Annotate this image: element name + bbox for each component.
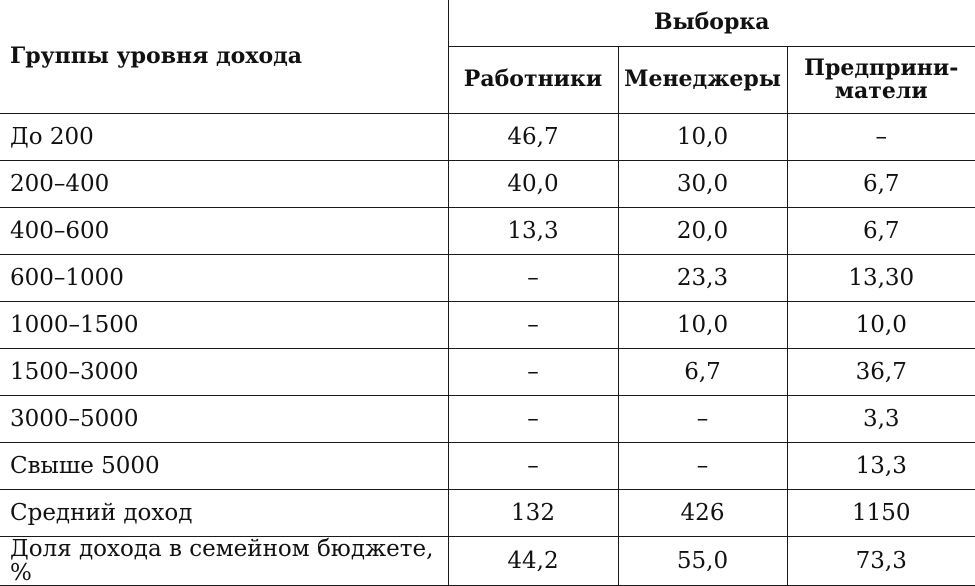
cell-entrepreneurs: 13,3 — [787, 443, 975, 490]
row-label: 400–600 — [0, 208, 448, 255]
row-label: До 200 — [0, 114, 448, 161]
cell-entrepreneurs: 1150 — [787, 490, 975, 537]
row-label: 200–400 — [0, 161, 448, 208]
cell-entrepreneurs: – — [787, 114, 975, 161]
table-row — [0, 443, 975, 490]
cell-entrepreneurs: 6,7 — [787, 161, 975, 208]
table-row — [0, 114, 975, 161]
column-header-managers: Менеджеры — [618, 47, 787, 114]
row-label: 1500–3000 — [0, 349, 448, 396]
table-row — [0, 208, 975, 255]
table-row — [0, 537, 975, 586]
cell-managers: 426 — [618, 490, 787, 537]
cell-managers: 55,0 — [618, 537, 787, 586]
cell-entrepreneurs: 36,7 — [787, 349, 975, 396]
cell-entrepreneurs: 13,30 — [787, 255, 975, 302]
cell-managers: 30,0 — [618, 161, 787, 208]
table-row — [0, 161, 975, 208]
row-label: 600–1000 — [0, 255, 448, 302]
cell-managers: 6,7 — [618, 349, 787, 396]
cell-workers: – — [448, 396, 618, 443]
row-label: Доля дохода в семейном бюджете, % — [0, 537, 448, 586]
cell-workers: – — [448, 255, 618, 302]
cell-managers: 10,0 — [618, 114, 787, 161]
table-row — [0, 490, 975, 537]
cell-workers: 13,3 — [448, 208, 618, 255]
cell-entrepreneurs: 10,0 — [787, 302, 975, 349]
row-label: 3000–5000 — [0, 396, 448, 443]
cell-managers: 20,0 — [618, 208, 787, 255]
column-header-workers: Работники — [448, 47, 618, 114]
cell-entrepreneurs: 3,3 — [787, 396, 975, 443]
row-header: Группы уровня дохода — [0, 0, 448, 114]
cell-workers: – — [448, 349, 618, 396]
table-row — [0, 255, 975, 302]
cell-workers: 132 — [448, 490, 618, 537]
cell-workers: 44,2 — [448, 537, 618, 586]
cell-managers: – — [618, 396, 787, 443]
cell-entrepreneurs: 6,7 — [787, 208, 975, 255]
cell-managers: – — [618, 443, 787, 490]
group-header: Выборка — [448, 0, 975, 47]
column-header-entrepreneurs — [787, 47, 975, 114]
cell-workers: – — [448, 443, 618, 490]
cell-workers: – — [448, 302, 618, 349]
cell-workers: 46,7 — [448, 114, 618, 161]
cell-managers: 10,0 — [618, 302, 787, 349]
table-row — [0, 396, 975, 443]
cell-managers: 23,3 — [618, 255, 787, 302]
table-row — [0, 302, 975, 349]
row-label: Средний доход — [0, 490, 448, 537]
cell-entrepreneurs: 73,3 — [787, 537, 975, 586]
row-label: Свыше 5000 — [0, 443, 448, 490]
column-header-entrepreneurs-text: Предприни- матели — [804, 54, 959, 104]
row-label: 1000–1500 — [0, 302, 448, 349]
table-row — [0, 349, 975, 396]
cell-workers: 40,0 — [448, 161, 618, 208]
